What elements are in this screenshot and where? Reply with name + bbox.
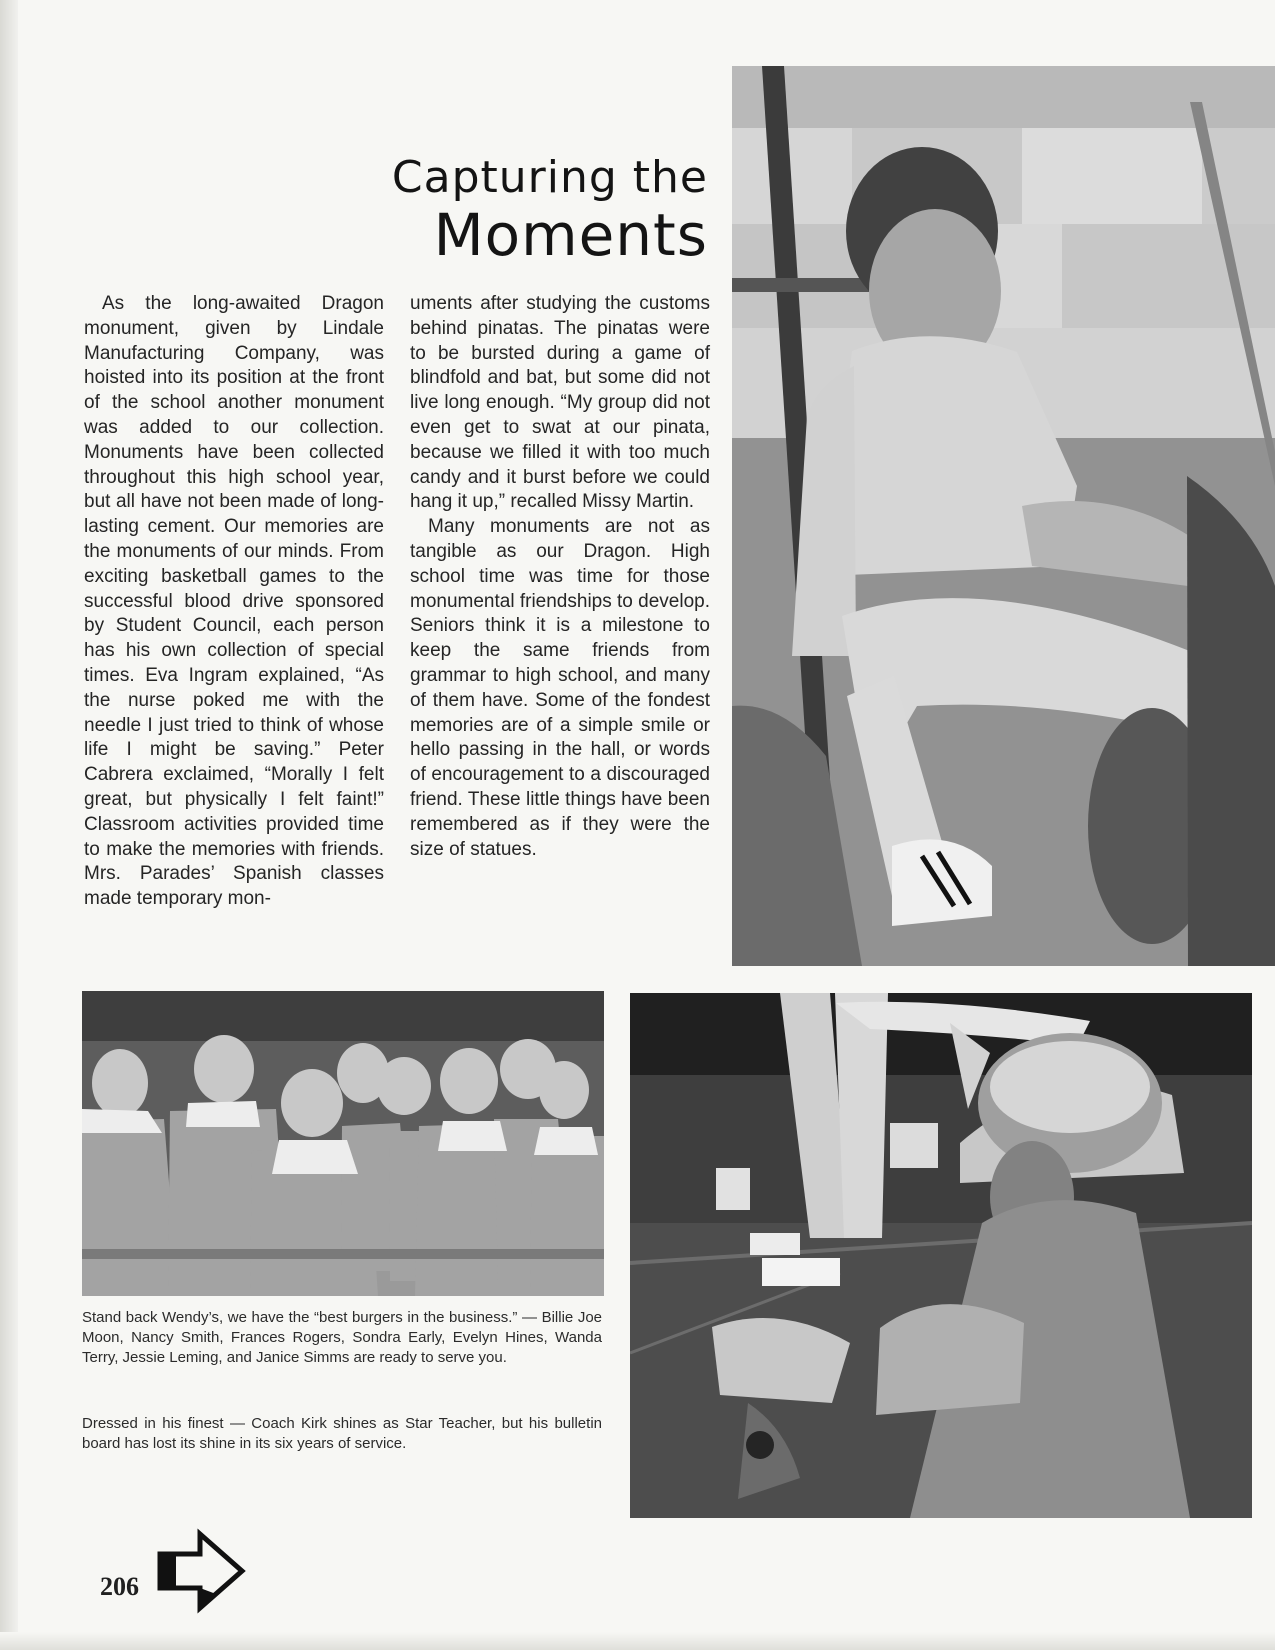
- article-paragraph: As the long-awaited Dragon monument, given by Lindale Manufacturing Company, was hoisted into its position at the front of the school another monument was added to our collection. Monuments have been collected throughout this high school year, but all have not been made of long-lasting cement. Our memories are the monuments of our minds. From exciting basketball games to the successful blood drive sponsored by Student Council, each person has his own collection of special times. Eva Ingram explained, “As the nurse poked me with the needle I just tried to think of whose life I might be saving.” Peter Cabrera exclaimed, “Morally I felt great, but physically I felt faint!” Classroom activities provided time to make the memories with friends. Mrs. Parades’ Spanish classes made temporary mon-: [84, 293, 384, 910]
- right-arrow-icon: [154, 1528, 250, 1614]
- student-photo: [732, 66, 1275, 966]
- cafeteria-staff-illustration: [82, 991, 604, 1296]
- page-number: 206: [100, 1572, 139, 1601]
- page-title: [360, 152, 708, 269]
- cafeteria-staff-photo: [82, 991, 604, 1296]
- student-photo-illustration: [732, 66, 1275, 966]
- title-line-one: Capturing the: [391, 152, 708, 203]
- coach-photo-caption: Dressed in his finest — Coach Kirk shines as Star Teacher, but his bulletin board has lost its shine in its six years of service.: [82, 1415, 602, 1452]
- article-paragraph: Many monuments are not as tangible as our Dragon. High school time was time for those monumental friendships to develop. Seniors think it is a milestone to keep the same friends from grammar to high school, and many of them have. Some of the fondest memories are of a simple smile or hello passing in the hall, or words of encouragement to a discouraged friend. These little things have been remembered as if they were the size of statues.: [410, 516, 710, 860]
- coach-photo: [630, 993, 1252, 1518]
- article-paragraph: uments after studying the customs behind pinatas. The pinatas were to be bursted during a game of blindfold and bat, but some did not live long enough. “My group did not even get to swat at our pinata, because we filled it with too much candy and it burst before we could hang it up,” recalled Missy Martin.: [410, 293, 710, 513]
- coach-photo-illustration: [630, 993, 1252, 1518]
- page-bottom-shadow: [0, 1632, 1275, 1650]
- article-right-column: [410, 292, 710, 862]
- title-line-two: Moments: [433, 201, 708, 269]
- article-left-column: [84, 292, 384, 912]
- staff-photo-caption: Stand back Wendy’s, we have the “best burgers in the business.” — Billie Joe Moon, Nancy Smith, Frances Rogers, Sondra Early, Evelyn Hines, Wanda Terry, Jessie Leming, and Janice Simms are ready to serve you.: [82, 1309, 602, 1366]
- page-edge-shadow: [0, 0, 18, 1650]
- right-arrow-graphic: [154, 1528, 250, 1614]
